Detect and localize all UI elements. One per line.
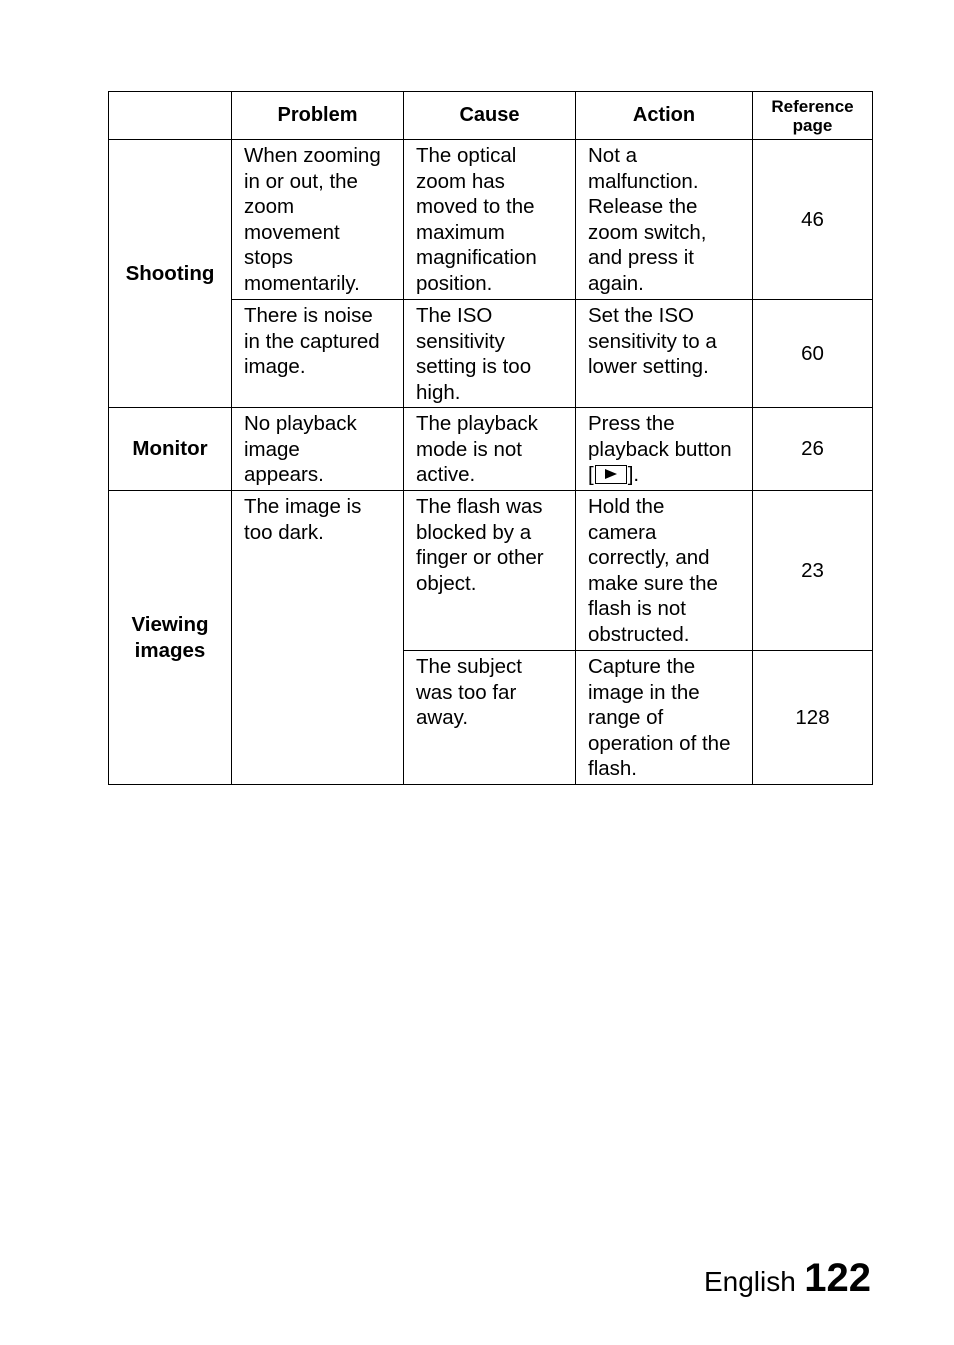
cause-cell bbox=[404, 651, 576, 785]
footer-language: English bbox=[703, 1266, 796, 1297]
action-text: Hold the camera correctly, and make sure the flash is not obstructed. bbox=[588, 495, 718, 646]
problem-text: The image is too dark. bbox=[244, 495, 362, 544]
action-text: Set the ISO sensitivity to a lower setting. bbox=[588, 304, 717, 379]
header-category bbox=[109, 92, 232, 140]
reference-page-cell: 60 bbox=[753, 300, 873, 408]
category-viewing-images: Viewing images bbox=[109, 491, 232, 785]
action-text-part2: ]. bbox=[627, 463, 640, 487]
action-cell bbox=[576, 491, 753, 651]
table-row bbox=[109, 491, 873, 651]
page-footer bbox=[704, 1258, 871, 1298]
table-header-row bbox=[109, 92, 873, 140]
problem-text: No playback image appears. bbox=[244, 412, 357, 487]
cause-cell bbox=[404, 408, 576, 491]
header-problem: Problem bbox=[232, 92, 404, 140]
action-cell bbox=[576, 651, 753, 785]
problem-text: There is noise in the captured image. bbox=[244, 304, 380, 379]
cause-text: The optical zoom has moved to the maximum magnification position. bbox=[416, 144, 537, 295]
cause-text: The subject was too far away. bbox=[416, 655, 522, 730]
reference-page-cell: 26 bbox=[753, 408, 873, 491]
table-row bbox=[109, 408, 873, 491]
action-text: Not a malfunction. Release the zoom switch, and press it again. bbox=[588, 144, 707, 295]
problem-cell bbox=[232, 300, 404, 408]
header-reference-line2: page bbox=[792, 115, 833, 135]
cause-text: The ISO sensitivity setting is too high. bbox=[416, 304, 532, 404]
action-cell bbox=[576, 408, 753, 491]
cause-text: The playback mode is not active. bbox=[416, 412, 538, 487]
header-reference-page bbox=[753, 92, 873, 140]
action-text: Capture the image in the range of operation of the flash. bbox=[588, 655, 731, 781]
category-monitor: Monitor bbox=[109, 408, 232, 491]
cause-cell bbox=[404, 300, 576, 408]
header-cause: Cause bbox=[404, 92, 576, 140]
action-text-part1: Press the playback button [ bbox=[588, 412, 732, 487]
action-cell bbox=[576, 140, 753, 300]
action-text bbox=[576, 408, 752, 488]
problem-cell bbox=[232, 491, 404, 785]
header-action: Action bbox=[576, 92, 753, 140]
problem-text: When zooming in or out, the zoom movement stops momentarily. bbox=[244, 144, 381, 295]
category-shooting: Shooting bbox=[109, 140, 232, 408]
cause-cell bbox=[404, 491, 576, 651]
problem-cell bbox=[232, 140, 404, 300]
play-button-icon bbox=[595, 465, 627, 484]
reference-page-cell: 128 bbox=[753, 651, 873, 785]
page-number: 122 bbox=[804, 1256, 871, 1300]
action-cell bbox=[576, 300, 753, 408]
cause-cell bbox=[404, 140, 576, 300]
cause-text: The flash was blocked by a finger or other object. bbox=[416, 495, 544, 595]
reference-page-cell: 23 bbox=[753, 491, 873, 651]
header-reference-line1: Reference bbox=[771, 96, 854, 116]
troubleshooting-table bbox=[108, 91, 873, 785]
table-row bbox=[109, 140, 873, 300]
problem-cell bbox=[232, 408, 404, 491]
reference-page-cell: 46 bbox=[753, 140, 873, 300]
